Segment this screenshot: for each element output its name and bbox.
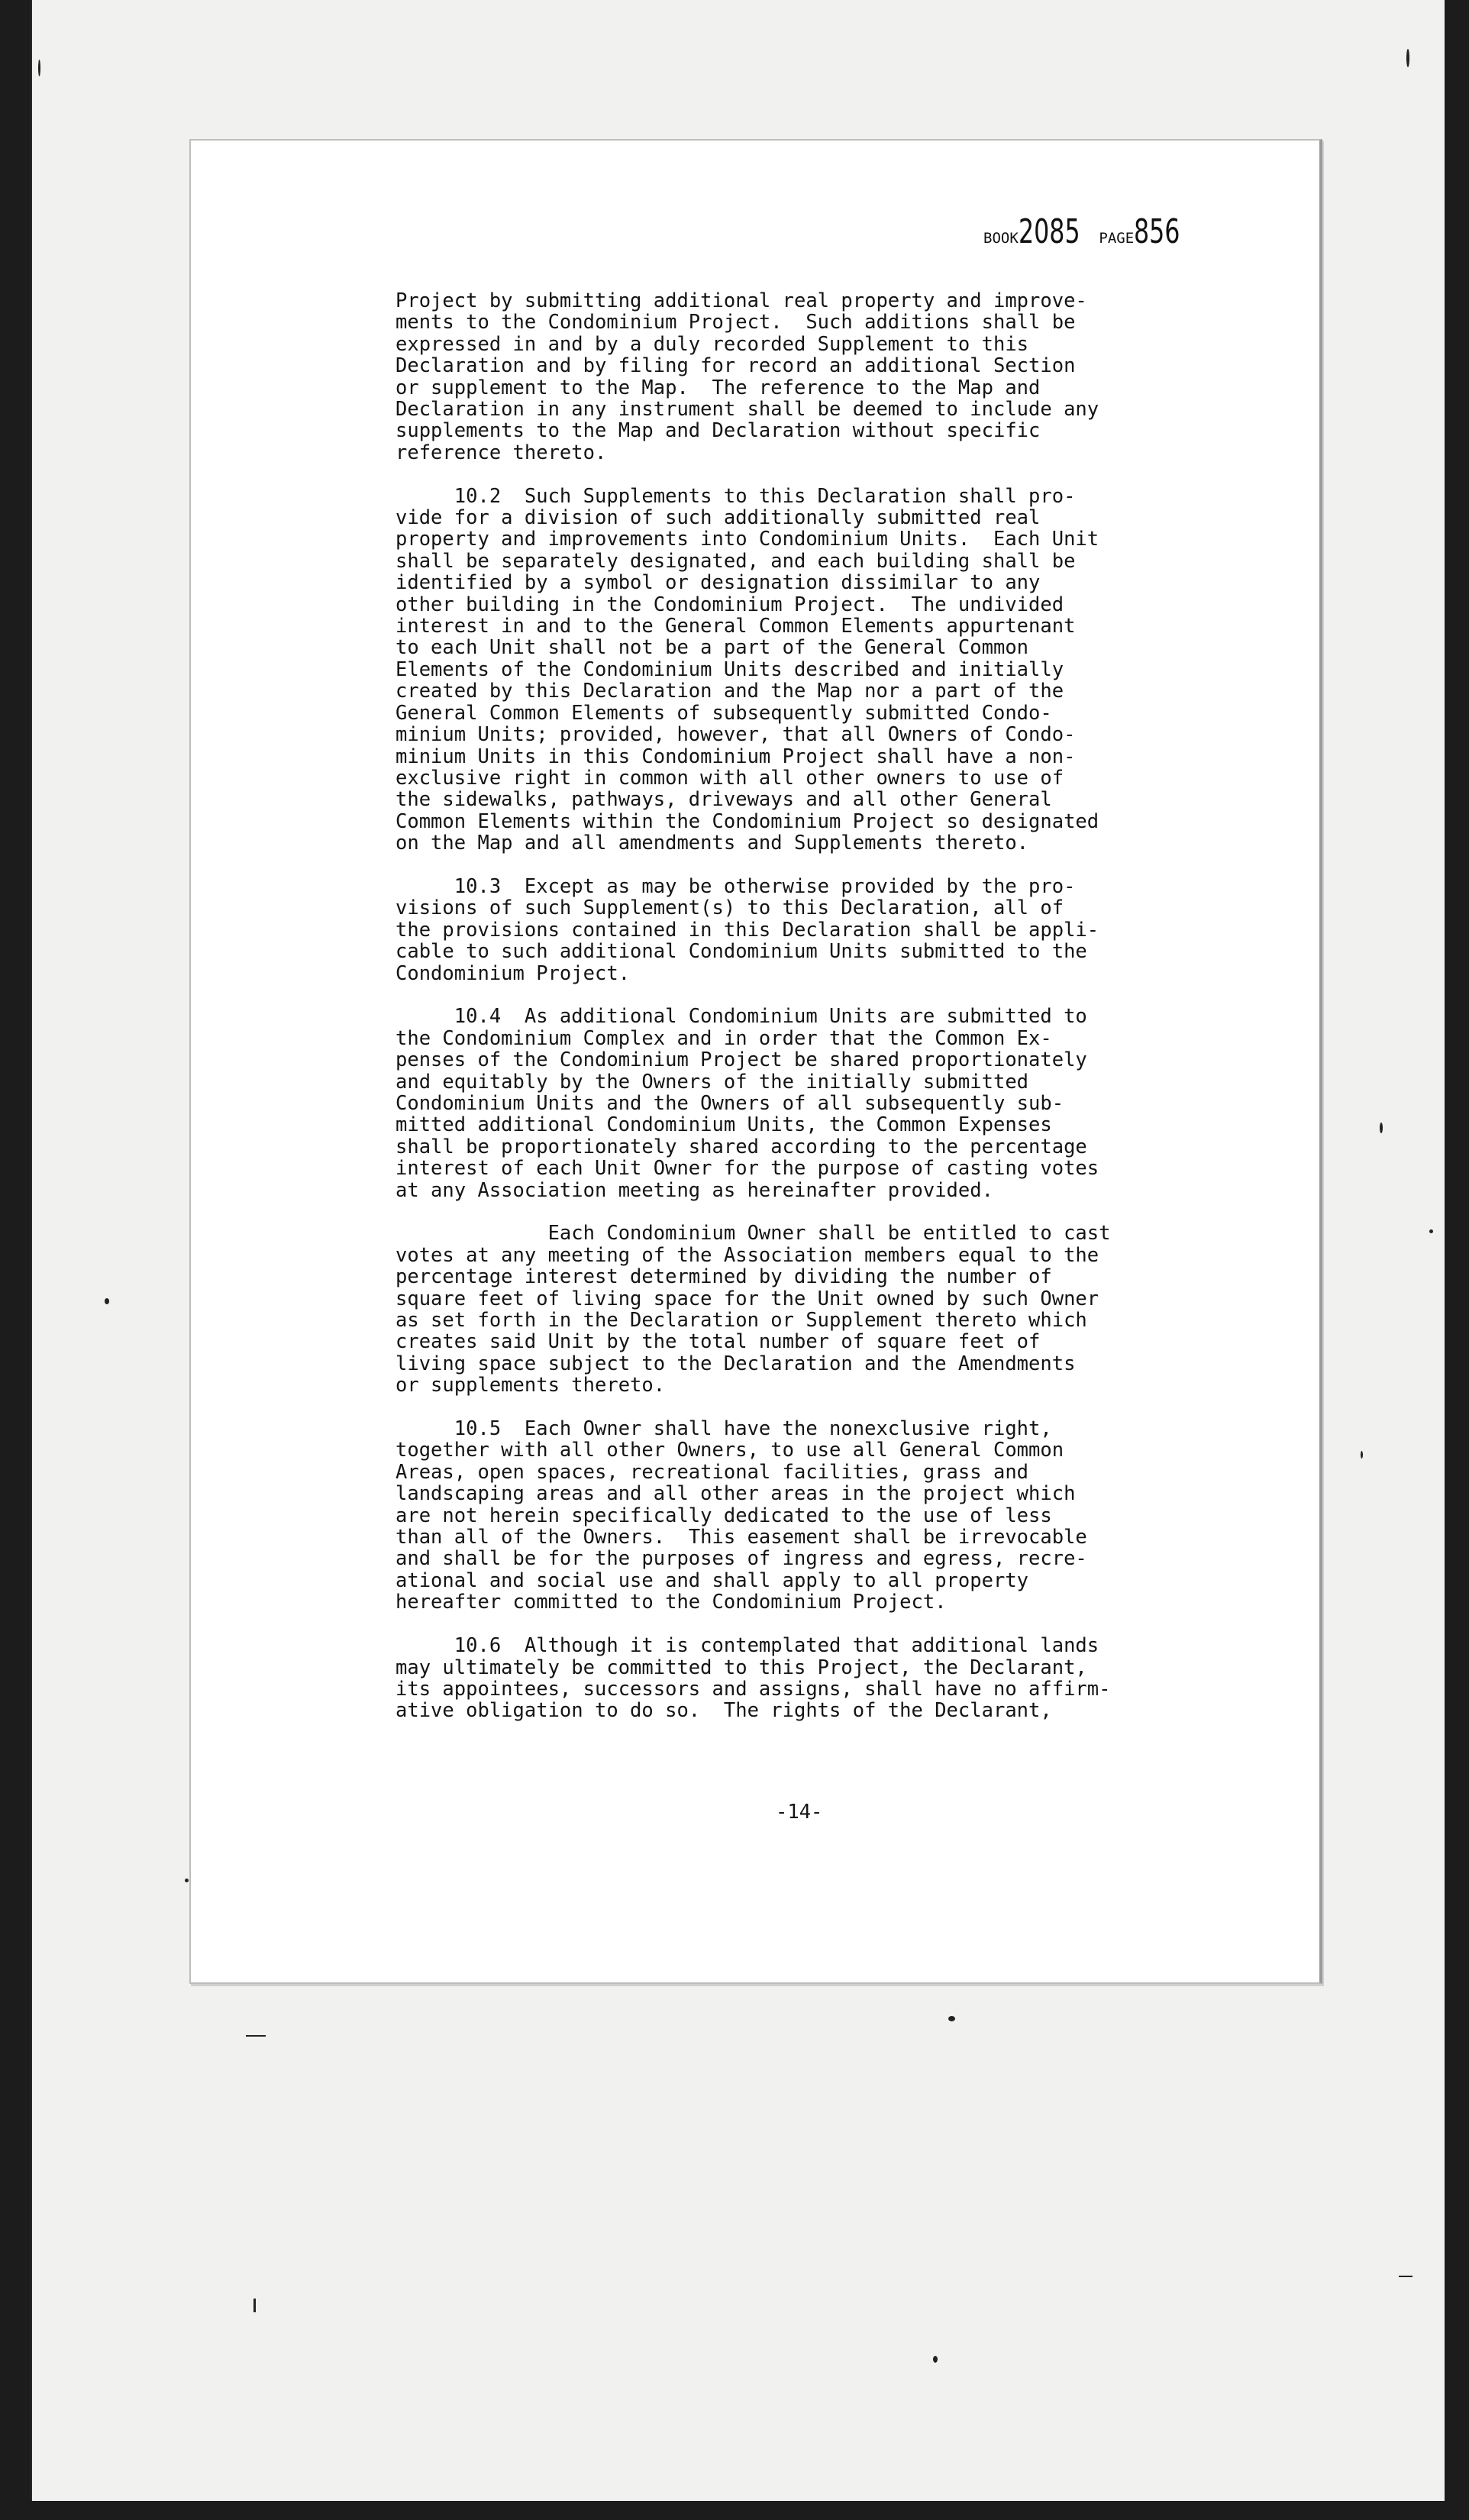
text-line: hereafter committed to the Condominium Project. (396, 1591, 947, 1614)
text-line: minium Units; provided, however, that all Owners of Condo- (396, 723, 1076, 747)
text-line: its appointees, successors and assigns, shall have no affirm- (396, 1677, 1111, 1701)
text-line: Common Elements within the Condominium Project so designated (396, 809, 1099, 833)
text-line: are not herein specifically dedicated to the use of less (396, 1504, 1052, 1527)
text-line: and shall be for the purposes of ingress and egress, recre- (396, 1547, 1087, 1571)
text-line: Elements of the Condominium Units described and initially (396, 657, 1064, 681)
text-line: percentage interest determined by dividing the number of (396, 1265, 1052, 1289)
scan-speck (1380, 1123, 1383, 1133)
text-line: reference thereto. (396, 441, 607, 464)
text-line: than all of the Owners. This easement shall be irrevocable (396, 1526, 1087, 1549)
paragraph-10-4-cont (396, 1223, 1174, 1396)
paragraph-10-6 (396, 1635, 1174, 1722)
scan-speck (253, 2299, 256, 2312)
text-line: ments to the Condominium Project. Such additions shall be (396, 311, 1076, 334)
book-page-stamp (983, 212, 1186, 251)
text-line: minium Units in this Condominium Project shall have a non- (396, 745, 1076, 768)
text-line: the Condominium Complex and in order that the Common Ex- (396, 1026, 1052, 1050)
paragraph-10-3 (396, 876, 1174, 984)
text-line: other building in the Condominium Project. The undivided (396, 593, 1064, 616)
text-line: Condominium Project. (396, 961, 631, 985)
text-line: square feet of living space for the Unit owned by such Owner (396, 1287, 1099, 1310)
text-line: shall be proportionately shared according to the percentage (396, 1135, 1087, 1158)
text-line: Declaration and by filing for record an additional Section (396, 354, 1076, 378)
text-line: the sidewalks, pathways, driveways and all other General (396, 788, 1052, 812)
text-line: created by this Declaration and the Map nor a part of the (396, 680, 1064, 703)
text-line: the provisions contained in this Declaration shall be appli- (396, 918, 1099, 942)
text-line: ational and social use and shall apply to all property (396, 1569, 1029, 1592)
text-line: and equitably by the Owners of the initially submitted (396, 1070, 1029, 1094)
text-line: visions of such Supplement(s) to this Declaration, all of (396, 897, 1064, 920)
text-line: 10.4 As additional Condominium Units are submitted to (396, 1005, 1087, 1029)
text-line: living space subject to the Declaration and the Amendments (396, 1352, 1076, 1375)
paragraph-intro (396, 290, 1174, 464)
scan-speck (1399, 2276, 1412, 2277)
text-line: interest in and to the General Common Elements appurtenant (396, 615, 1076, 638)
text-line: may ultimately be committed to this Project, the Declarant, (396, 1656, 1087, 1679)
paragraph-10-5 (396, 1418, 1174, 1614)
text-line: Areas, open spaces, recreational facilities, grass and (396, 1460, 1029, 1484)
text-line: cable to such additional Condominium Units submitted to the (396, 940, 1087, 964)
text-line: property and improvements into Condominium Units. Each Unit (396, 528, 1099, 551)
scan-speck (1429, 1229, 1433, 1233)
text-line: or supplements thereto. (396, 1374, 666, 1397)
text-line: to each Unit shall not be a part of the General Common (396, 636, 1029, 660)
scan-speck (105, 1298, 109, 1304)
scan-speck (246, 2035, 266, 2037)
text-line: together with all other Owners, to use all General Common (396, 1439, 1064, 1462)
text-line: Project by submitting additional real property and improve- (396, 289, 1087, 312)
book-label: BOOK (983, 230, 1019, 247)
scan-speck (948, 2016, 955, 2021)
text-line: votes at any meeting of the Association members equal to the (396, 1243, 1099, 1267)
page-label: PAGE (1099, 230, 1135, 247)
text-line: identified by a symbol or designation dissimilar to any (396, 571, 1041, 595)
scan-speck (185, 1879, 189, 1882)
text-line: vide for a division of such additionally submitted real (396, 506, 1041, 530)
text-line: 10.2 Such Supplements to this Declaration shall pro- (396, 484, 1076, 508)
text-line: Condominium Units and the Owners of all subsequently sub- (396, 1091, 1064, 1115)
paragraph-10-4 (396, 1006, 1174, 1201)
text-line: on the Map and all amendments and Supplements thereto. (396, 832, 1029, 855)
scan-speck (38, 60, 40, 76)
text-line: expressed in and by a duly recorded Supplement to this (396, 332, 1029, 356)
text-line: 10.5 Each Owner shall have the nonexclusive right, (396, 1417, 1052, 1441)
text-line: or supplement to the Map. The reference to the Map and (396, 376, 1041, 399)
text-line: shall be separately designated, and each building shall be (396, 549, 1076, 573)
text-line: as set forth in the Declaration or Supplement thereto which (396, 1309, 1087, 1333)
text-line: landscaping areas and all other areas in the project which (396, 1482, 1076, 1506)
text-line: mitted additional Condominium Units, the Common Expenses (396, 1113, 1052, 1137)
scan-speck (1406, 49, 1409, 67)
text-line: Declaration in any instrument shall be deemed to include any (396, 398, 1099, 422)
text-line: 10.6 Although it is contemplated that additional lands (396, 1634, 1099, 1658)
page-number: -14- (776, 1801, 823, 1824)
text-line: creates said Unit by the total number of square feet of (396, 1330, 1041, 1354)
text-line: ative obligation to do so. The rights of the Declarant, (396, 1699, 1052, 1723)
document-body (396, 290, 1174, 1743)
text-line: General Common Elements of subsequently submitted Condo- (396, 701, 1052, 725)
paragraph-10-2 (396, 486, 1174, 855)
book-number: 2085 (1018, 212, 1080, 251)
text-line: interest of each Unit Owner for the purpose of casting votes (396, 1157, 1099, 1181)
text-line: 10.3 Except as may be otherwise provided by the pro- (396, 874, 1076, 898)
scan-speck (933, 2356, 938, 2363)
text-line: penses of the Condominium Project be shared proportionately (396, 1048, 1087, 1072)
text-line: exclusive right in common with all other owners to use of (396, 766, 1064, 790)
page-stamp-number: 856 (1134, 212, 1180, 251)
text-line: at any Association meeting as hereinafter provided. (396, 1178, 993, 1202)
text-line: supplements to the Map and Declaration without specific (396, 419, 1041, 443)
text-line: Each Condominium Owner shall be entitled to cast (396, 1222, 1111, 1245)
scan-speck (1361, 1451, 1363, 1459)
